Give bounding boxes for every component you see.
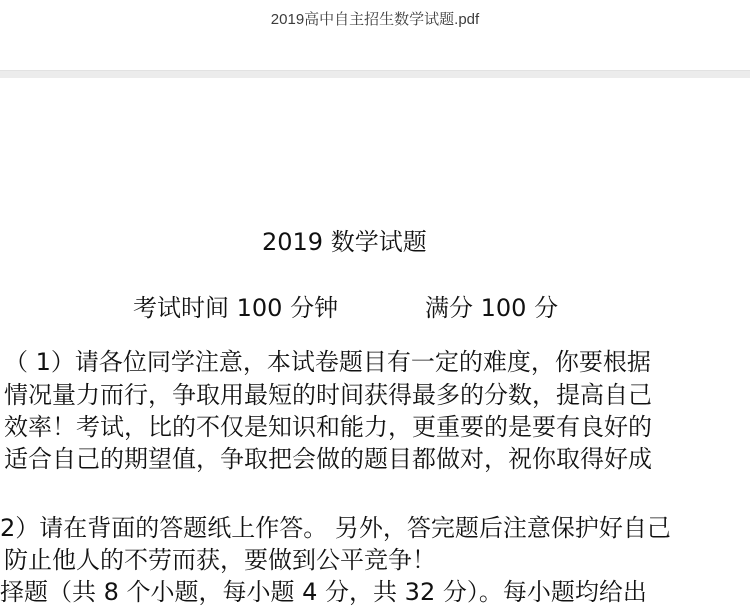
instruction-line: （ 1）请各位同学注意，本试卷题目有一定的难度，你要根据 [4,348,651,376]
viewer-title-bar [0,0,750,70]
document-filename: 2019高中自主招生数学试题.pdf [270,11,480,28]
instruction-line: 效率！考试，比的不仅是知识和能力，更重要的是要有良好的 [4,413,652,441]
section-heading: 择题（共 8 个小题，每小题 4 分，共 32 分）。每小题均给出 [0,578,647,606]
instruction-line: 情况量力而行，争取用最短的时间获得最多的分数，提高自己 [4,381,652,409]
document-title: 2019 数学试题 [262,228,427,256]
instruction-line: 适合自己的期望值，争取把会做的题目都做对，祝你取得好成 [4,445,652,473]
instruction-line: 2）请在背面的答题纸上作答。 另外，答完题后注意保护好自己 [0,514,671,542]
full-score: 满分 100 分 [425,294,559,322]
instruction-line: 防止他人的不劳而获，要做到公平竞争！ [4,546,436,574]
exam-time: 考试时间 100 分钟 [133,294,339,322]
pdf-page [0,78,750,606]
